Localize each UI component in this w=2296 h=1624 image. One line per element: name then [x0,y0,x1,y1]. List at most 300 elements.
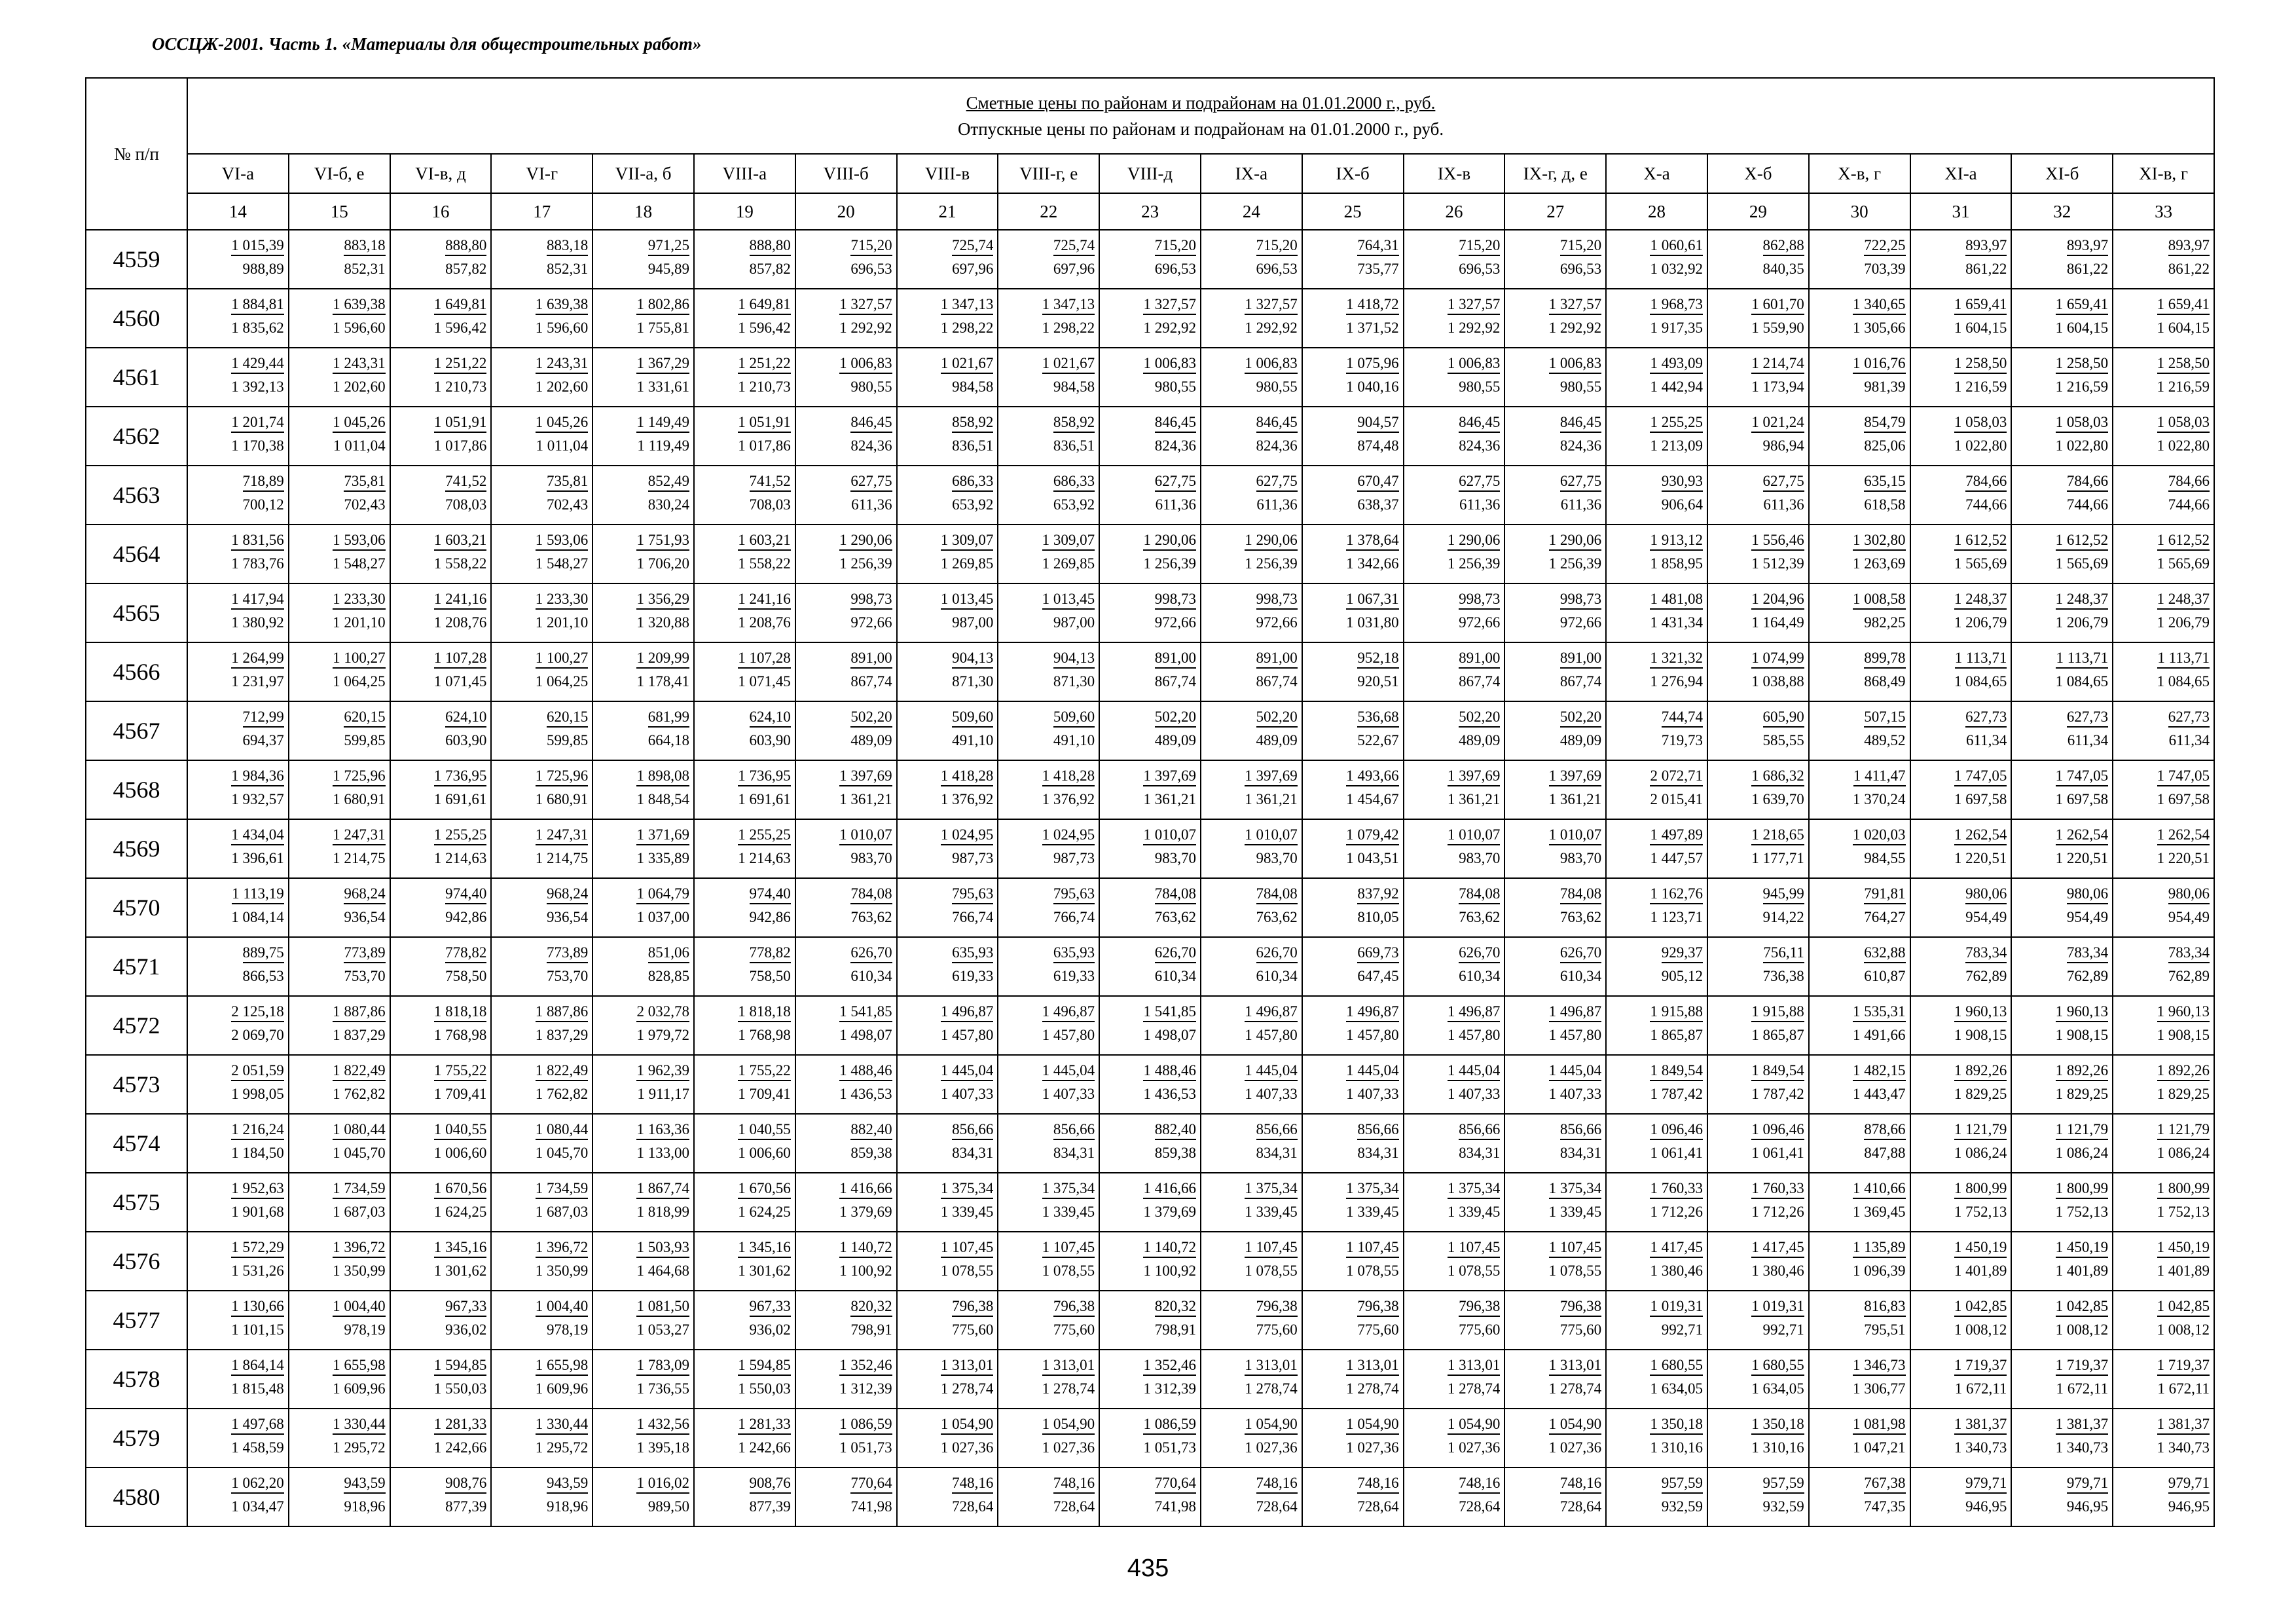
release-price: 918,96 [344,1498,386,1515]
estimate-price: 1 010,07 [1549,826,1602,845]
estimate-price: 796,38 [1053,1297,1095,1317]
price-cell [1910,1350,2012,1409]
estimate-price: 1 445,04 [1448,1061,1501,1081]
price-cell [1201,1055,1302,1114]
release-price: 491,10 [952,732,994,748]
table-row [86,289,2214,348]
estimate-price: 1 450,19 [2157,1238,2210,1258]
price-cell [1504,230,1606,289]
estimate-price: 1 113,71 [1955,649,2007,669]
price-cell [1606,878,1707,937]
price-cell [2113,1055,2214,1114]
price-cell [998,1291,1099,1350]
estimate-price: 635,93 [952,944,993,963]
release-price: 857,82 [445,261,487,277]
release-price: 1 691,61 [738,791,791,807]
estimate-price: 979,71 [1965,1474,2007,1494]
price-table [85,77,2215,1527]
row-number: 4562 [86,407,187,466]
price-cell [1404,1350,1505,1409]
release-price: 972,66 [1256,614,1298,631]
price-cell [1504,819,1606,878]
release-price: 877,39 [445,1498,487,1515]
release-price: 1 371,52 [1346,320,1399,336]
price-cell [187,230,289,289]
estimate-price: 1 010,07 [1448,826,1501,845]
release-price: 1 457,80 [1042,1027,1095,1043]
price-cell [795,466,897,525]
price-cell [1606,760,1707,819]
estimate-price: 1 040,55 [738,1120,791,1140]
estimate-price: 1 593,06 [333,531,386,551]
release-price: 840,35 [1762,261,1804,277]
estimate-price: 1 020,03 [1853,826,1906,845]
estimate-price: 783,34 [2168,944,2210,963]
price-cell [2113,1232,2214,1291]
estimate-price: 1 214,74 [1751,354,1804,374]
release-price: 946,95 [2066,1498,2109,1515]
release-price: 1 672,11 [2157,1380,2210,1397]
estimate-price: 888,80 [445,236,486,256]
price-cell [1404,1173,1505,1232]
estimate-price: 1 107,28 [738,649,791,669]
price-cell [1910,642,2012,701]
price-cell [2113,525,2214,583]
estimate-price: 1 680,55 [1751,1356,1804,1376]
release-price: 603,90 [445,732,487,748]
table-row [86,760,2214,819]
price-cell [897,289,998,348]
price-cell [1099,289,1201,348]
release-price: 1 998,05 [231,1086,284,1102]
release-price: 1 051,73 [839,1439,892,1456]
release-price: 489,09 [850,732,892,748]
price-cell [1302,1114,1404,1173]
price-cell [1809,1114,1910,1173]
release-price: 1 242,66 [738,1439,791,1456]
row-number: 4563 [86,466,187,525]
estimate-price: 891,00 [1256,649,1298,669]
price-cell [1201,878,1302,937]
estimate-price: 1 051,91 [434,413,487,433]
estimate-price: 502,20 [1560,708,1601,728]
release-price: 798,91 [1154,1321,1196,1338]
release-price: 1 407,33 [1548,1086,1602,1102]
estimate-price: 889,75 [243,944,284,963]
release-price: 1 047,21 [1853,1439,1906,1456]
price-cell [1707,1291,1809,1350]
release-price: 874,48 [1357,437,1399,454]
table-row [86,1173,2214,1232]
estimate-price: 770,64 [850,1474,892,1494]
estimate-price: 1 162,76 [1650,885,1703,904]
price-cell [1606,701,1707,760]
price-cell [1099,1173,1201,1232]
estimate-price: 773,89 [547,944,588,963]
estimate-price: 1 135,89 [1853,1238,1906,1258]
release-price: 1 295,72 [333,1439,386,1456]
price-cell [289,1055,390,1114]
release-price: 1 301,62 [738,1263,791,1279]
release-price: 992,71 [1762,1321,1804,1338]
release-price: 954,49 [2066,909,2109,925]
price-cell [1910,1055,2012,1114]
estimate-price: 1 064,79 [636,885,689,904]
estimate-price: 1 086,59 [1143,1415,1196,1435]
estimate-price: 681,99 [648,708,689,728]
price-cell [1201,466,1302,525]
estimate-price: 741,52 [750,472,791,492]
release-price: 1 214,75 [333,850,386,866]
estimate-price: 1 556,46 [1751,531,1804,551]
estimate-price: 1 649,81 [434,295,487,315]
table-row [86,1350,2214,1409]
release-price: 1 038,88 [1751,673,1804,690]
estimate-price: 784,66 [2168,472,2210,492]
price-cell [1707,878,1809,937]
price-cell [491,583,592,642]
table-row [86,583,2214,642]
price-cell [795,642,897,701]
estimate-price: 980,06 [2168,885,2210,904]
release-price: 1 256,39 [1245,555,1298,572]
release-price: 489,09 [1559,732,1602,748]
price-cell [491,1467,592,1526]
price-cell [998,937,1099,996]
release-price: 611,34 [1965,732,2007,748]
release-price: 1 133,00 [636,1145,689,1161]
price-cell [1404,289,1505,348]
release-price: 1 901,68 [231,1204,284,1220]
price-cell [2011,583,2113,642]
release-price: 1 206,79 [2157,614,2210,631]
estimate-price: 1 281,33 [434,1415,487,1435]
price-cell [1201,289,1302,348]
release-price: 1 818,99 [636,1204,689,1220]
release-price: 1 335,89 [636,850,689,866]
estimate-price: 1 397,69 [1448,767,1501,786]
table-row [86,819,2214,878]
release-price: 1 697,58 [1954,791,2007,807]
price-cell [1809,583,1910,642]
price-cell [2011,701,2113,760]
estimate-price: 979,71 [2067,1474,2108,1494]
price-cell [1504,1055,1606,1114]
release-price: 1 680,91 [333,791,386,807]
release-price: 728,64 [1459,1498,1501,1515]
release-price: 708,03 [749,496,791,513]
estimate-price: 783,34 [2067,944,2108,963]
price-cell [1504,1467,1606,1526]
estimate-price: 748,16 [1256,1474,1298,1494]
column-header-zone: XI-б [2011,154,2113,193]
estimate-price: 1 496,87 [941,1003,994,1022]
price-cell [694,1350,795,1409]
price-cell [390,1173,492,1232]
release-price: 1 339,45 [1447,1204,1501,1220]
estimate-price: 632,88 [1864,944,1905,963]
row-number: 4572 [86,996,187,1055]
price-cell [795,878,897,937]
price-cell [2113,937,2214,996]
price-cell [795,1173,897,1232]
estimate-price: 1 107,45 [941,1238,994,1258]
price-cell [1099,407,1201,466]
price-cell [1302,230,1404,289]
release-price: 972,66 [1559,614,1602,631]
price-cell [491,1409,592,1467]
estimate-price: 1 062,20 [231,1474,284,1494]
estimate-price: 1 045,26 [333,413,386,433]
release-price: 1 040,16 [1346,378,1399,395]
price-cell [1302,642,1404,701]
estimate-price: 1 042,85 [2157,1297,2210,1317]
estimate-price: 1 356,29 [636,590,689,610]
estimate-price: 858,92 [952,413,993,433]
estimate-price: 1 898,08 [636,767,689,786]
estimate-price: 1 371,69 [636,826,689,845]
release-price: 744,66 [1965,496,2007,513]
price-cell [1910,1173,2012,1232]
estimate-price: 846,45 [1560,413,1601,433]
row-number: 4573 [86,1055,187,1114]
price-cell [390,996,492,1055]
release-price: 1 022,80 [2157,437,2210,454]
release-price: 1 783,76 [231,555,284,572]
row-number: 4564 [86,525,187,583]
estimate-price: 1 572,29 [231,1238,284,1258]
price-cell [1809,819,1910,878]
price-cell [2113,230,2214,289]
price-cell [1504,996,1606,1055]
price-cell [694,819,795,878]
release-price: 1 242,66 [433,1439,487,1456]
release-price: 987,00 [952,614,994,631]
price-cell [1910,525,2012,583]
release-price: 1 045,70 [333,1145,386,1161]
column-header-zone: VIII-а [694,154,795,193]
price-cell [1809,348,1910,407]
release-price: 1 263,69 [1853,555,1906,572]
price-cell [897,525,998,583]
price-cell [1504,348,1606,407]
price-cell [491,819,592,878]
price-cell [1606,1291,1707,1350]
price-cell [1099,1232,1201,1291]
price-cell [289,525,390,583]
release-price: 983,70 [1256,850,1298,866]
estimate-price: 1 345,16 [434,1238,487,1258]
release-price: 1 292,92 [1245,320,1298,336]
price-cell [1404,407,1505,466]
release-price: 1 220,51 [2157,850,2210,866]
estimate-price: 748,16 [1053,1474,1095,1494]
release-price: 1 491,66 [1853,1027,1906,1043]
release-price: 852,31 [344,261,386,277]
price-cell [1404,937,1505,996]
estimate-price: 1 593,06 [536,531,589,551]
estimate-price: 1 006,83 [1448,354,1501,374]
release-price: 653,92 [1053,496,1095,513]
price-cell [1404,1467,1505,1526]
estimate-price: 820,32 [850,1297,892,1317]
release-price: 775,60 [1357,1321,1399,1338]
release-price: 1 442,94 [1650,378,1703,395]
release-price: 599,85 [344,732,386,748]
estimate-price: 1 984,36 [231,767,284,786]
row-number: 4566 [86,642,187,701]
price-cell [897,642,998,701]
estimate-price: 1 243,31 [333,354,386,374]
table-title [187,78,2214,154]
price-cell [1606,1173,1707,1232]
estimate-price: 1 659,41 [2157,295,2210,315]
column-index: 25 [1302,193,1404,230]
price-cell [1099,1114,1201,1173]
estimate-price: 998,73 [850,590,892,610]
estimate-price: 1 649,81 [738,295,791,315]
estimate-price: 748,16 [1357,1474,1398,1494]
row-number: 4561 [86,348,187,407]
price-cell [694,348,795,407]
estimate-price: 1 719,37 [2056,1356,2109,1376]
release-price: 1 051,73 [1143,1439,1196,1456]
estimate-price: 725,74 [1053,236,1095,256]
estimate-price: 686,33 [1053,472,1095,492]
price-cell [1707,1114,1809,1173]
estimate-price: 883,18 [547,236,588,256]
estimate-price: 1 107,28 [434,649,487,669]
release-price: 978,19 [546,1321,589,1338]
table-row [86,1055,2214,1114]
release-price: 2 069,70 [231,1027,284,1043]
row-number: 4570 [86,878,187,937]
release-price: 857,82 [749,261,791,277]
estimate-price: 2 125,18 [231,1003,284,1022]
estimate-price: 1 241,16 [434,590,487,610]
price-cell [694,1232,795,1291]
price-cell [1201,230,1302,289]
release-price: 1 086,24 [1954,1145,2007,1161]
estimate-price: 1 686,32 [1751,767,1804,786]
estimate-price: 764,31 [1357,236,1398,256]
release-price: 1 061,41 [1650,1145,1703,1161]
release-price: 836,51 [1053,437,1095,454]
release-price: 1 609,96 [333,1380,386,1397]
estimate-price: 856,66 [1256,1120,1298,1140]
price-cell [897,407,998,466]
estimate-price: 856,66 [1459,1120,1500,1140]
price-cell [998,1409,1099,1467]
release-price: 983,70 [1459,850,1501,866]
price-cell [1707,1173,1809,1232]
estimate-price: 1 107,45 [1245,1238,1298,1258]
release-price: 1 292,92 [1143,320,1196,336]
price-cell [1606,348,1707,407]
release-price: 852,31 [546,261,589,277]
release-price: 610,34 [850,968,892,984]
release-price: 1 078,55 [1245,1263,1298,1279]
release-price: 1 697,58 [2055,791,2109,807]
price-cell [1809,1173,1910,1232]
column-header-zone: IX-в [1404,154,1505,193]
estimate-price: 820,32 [1155,1297,1196,1317]
estimate-price: 1 024,95 [941,826,994,845]
estimate-price: 744,74 [1662,708,1703,728]
estimate-price: 1 327,57 [1143,295,1196,315]
estimate-price: 1 021,24 [1751,413,1804,433]
release-price: 1 379,69 [839,1204,892,1220]
estimate-price: 626,70 [850,944,892,963]
release-price: 728,64 [1256,1498,1298,1515]
release-price: 736,38 [1762,968,1804,984]
estimate-price: 998,73 [1256,590,1298,610]
price-cell [1707,1467,1809,1526]
release-price: 980,55 [1256,378,1298,395]
price-cell [1910,996,2012,1055]
price-cell [390,466,492,525]
estimate-price: 893,97 [2168,236,2210,256]
price-cell [897,878,998,937]
release-price: 696,53 [1154,261,1196,277]
price-cell [694,230,795,289]
release-price: 1 787,42 [1650,1086,1703,1102]
estimate-price: 1 375,34 [1448,1179,1501,1199]
release-price: 1 045,70 [535,1145,589,1161]
release-price: 1 917,35 [1650,320,1703,336]
release-price: 798,91 [850,1321,892,1338]
estimate-price: 1 960,13 [2157,1003,2210,1022]
estimate-price: 1 541,85 [1143,1003,1196,1022]
price-cell [390,1350,492,1409]
column-index: 28 [1606,193,1707,230]
price-cell [1809,701,1910,760]
estimate-price: 1 481,08 [1650,590,1703,610]
price-cell [187,289,289,348]
estimate-price: 1 962,39 [636,1061,689,1081]
estimate-price: 1 488,46 [1143,1061,1196,1081]
column-header-zone: X-в, г [1809,154,1910,193]
release-price: 1 278,74 [1042,1380,1095,1397]
price-cell [491,1114,592,1173]
price-cell [998,1114,1099,1173]
price-cell [897,466,998,525]
price-cell [2113,701,2214,760]
estimate-price: 899,78 [1864,649,1905,669]
release-price: 638,37 [1357,496,1399,513]
price-cell [1201,583,1302,642]
release-price: 1 100,92 [1143,1263,1196,1279]
estimate-price: 1 096,46 [1751,1120,1804,1140]
price-cell [1099,230,1201,289]
price-cell [187,760,289,819]
price-cell [1910,289,2012,348]
price-cell [491,878,592,937]
price-cell [1707,289,1809,348]
price-cell [2011,1467,2113,1526]
release-price: 1 815,48 [231,1380,284,1397]
release-price: 932,59 [1762,1498,1804,1515]
release-price: 1 027,36 [1447,1439,1501,1456]
release-price: 834,31 [952,1145,994,1161]
release-price: 1 361,21 [1447,791,1501,807]
release-price: 1 687,03 [535,1204,589,1220]
price-cell [491,937,592,996]
estimate-price: 1 960,13 [2056,1003,2109,1022]
price-cell [1099,1409,1201,1467]
release-price: 728,64 [1559,1498,1602,1515]
price-cell [1606,1350,1707,1409]
